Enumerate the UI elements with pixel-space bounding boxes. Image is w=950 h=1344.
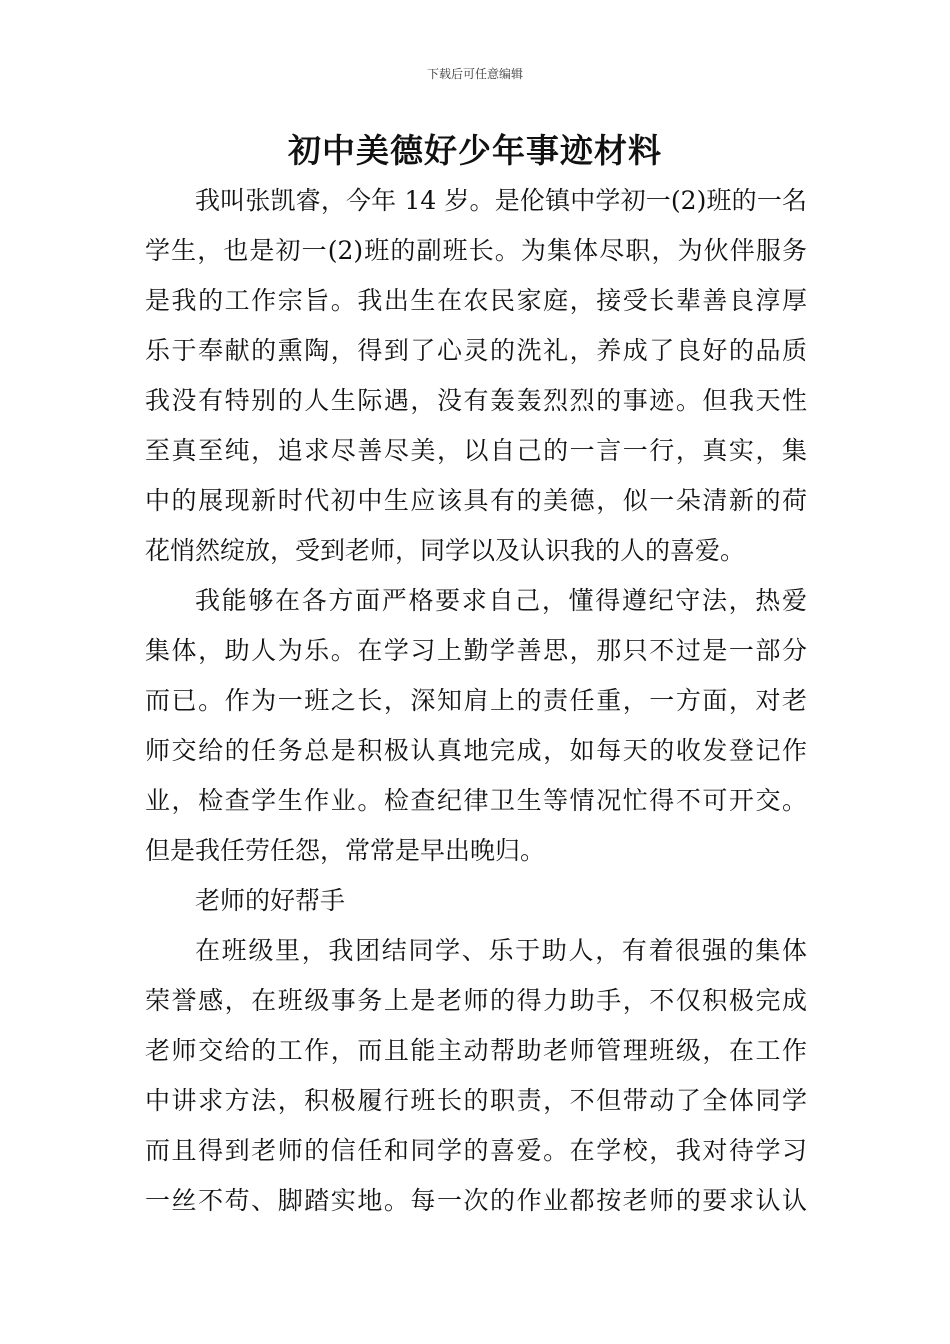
paragraph-line: 中讲求方法，积极履行班长的职责，不但带动了全体同学: [145, 1086, 807, 1115]
paragraph-line: 而且得到老师的信任和同学的喜爱。在学校，我对待学习: [145, 1136, 807, 1165]
paragraph-line: 是我的工作宗旨。我出生在农民家庭，接受长辈善良淳厚: [145, 286, 807, 315]
paragraph-line: 乐于奉献的熏陶，得到了心灵的洗礼，养成了良好的品质: [145, 336, 807, 365]
paragraph-line: 老师交给的工作，而且能主动帮助老师管理班级，在工作: [145, 1036, 807, 1065]
paragraph-line: 我能够在各方面严格要求自己，懂得遵纪守法，热爱: [195, 586, 807, 615]
paragraph-line: 集体，助人为乐。在学习上勤学善思，那只不过是一部分: [145, 636, 807, 665]
paragraph-line: 花悄然绽放，受到老师，同学以及认识我的人的喜爱。: [145, 536, 746, 565]
paragraph-line: 至真至纯，追求尽善尽美，以自己的一言一行，真实，集: [145, 436, 807, 465]
body-text: [145, 176, 807, 1226]
paragraph-line: 我叫张凯睿，今年 14 岁。是伦镇中学初一(2)班的一名: [195, 186, 807, 215]
section-heading: 老师的好帮手: [195, 886, 346, 915]
paragraph-line: 在班级里，我团结同学、乐于助人，有着很强的集体: [195, 936, 807, 965]
paragraph-line: 业，检查学生作业。检查纪律卫生等情况忙得不可开交。: [145, 786, 807, 815]
paragraph-line: 而已。作为一班之长，深知肩上的责任重，一方面，对老: [145, 686, 807, 715]
paragraph-line: 我没有特别的人生际遇，没有轰轰烈烈的事迹。但我天性: [145, 386, 807, 415]
paragraph-line: 荣誉感，在班级事务上是老师的得力助手，不仅积极完成: [145, 986, 807, 1015]
paragraph-line: 中的展现新时代初中生应该具有的美德，似一朵清新的荷: [145, 486, 807, 515]
header-note: 下载后可任意编辑: [426, 67, 523, 81]
paragraph-line: 一丝不苟、脚踏实地。每一次的作业都按老师的要求认认: [145, 1186, 807, 1215]
document-title: 初中美德好少年事迹材料: [288, 131, 662, 170]
paragraph-line: 学生，也是初一(2)班的副班长。为集体尽职，为伙伴服务: [145, 236, 807, 265]
paragraph-line: 但是我任劳任怨，常常是早出晚归。: [145, 836, 546, 865]
paragraph-line: 师交给的任务总是积极认真地完成，如每天的收发登记作: [145, 736, 807, 765]
